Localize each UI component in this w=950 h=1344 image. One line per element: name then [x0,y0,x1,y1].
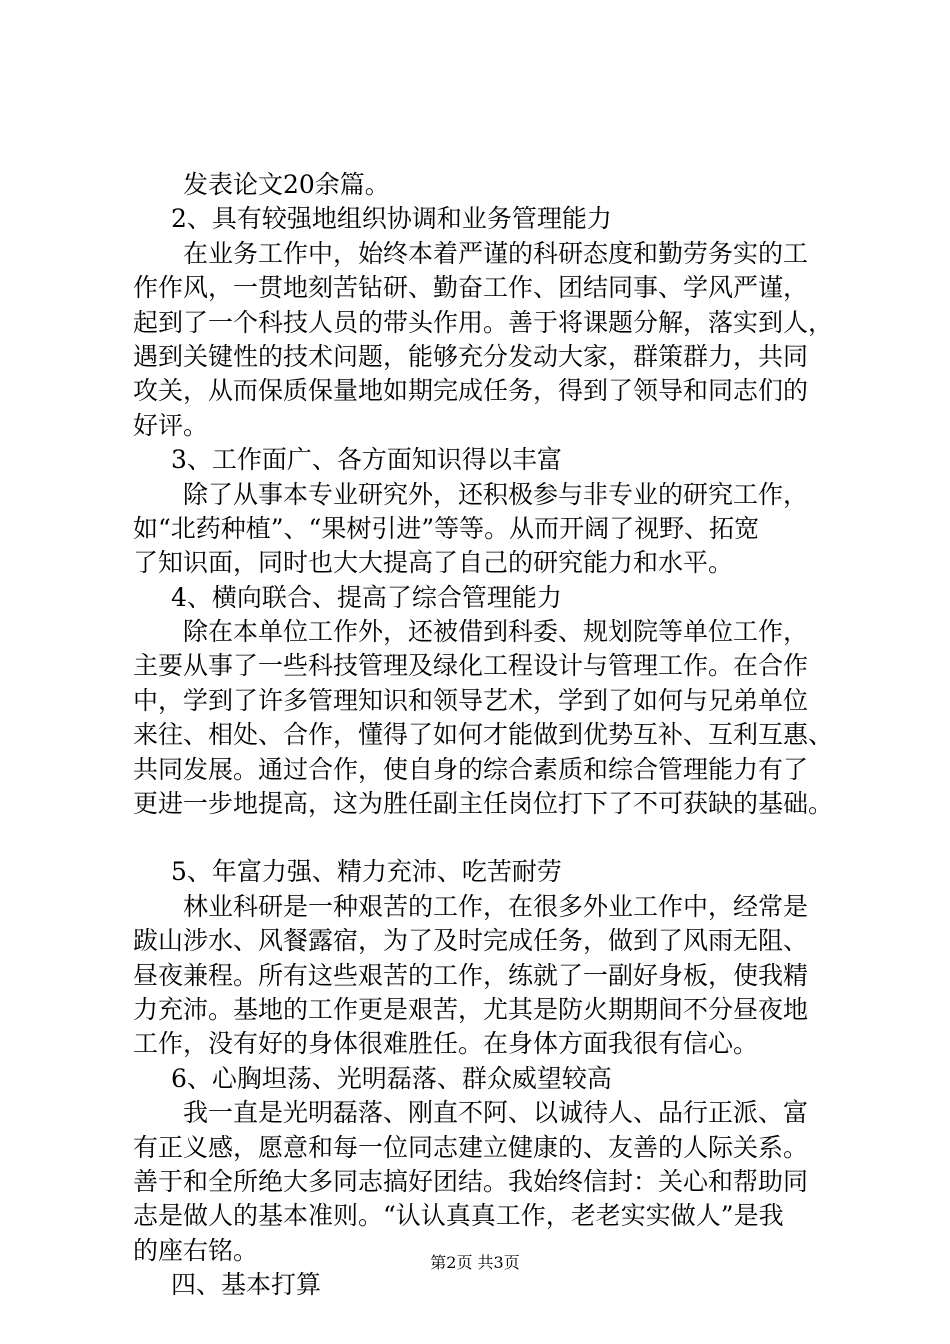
paragraph-gap [133,821,833,855]
text-line: 工作，没有好的身体很难胜任。在身体方面我很有信心。 [133,1029,759,1059]
text-line: 有正义感，愿意和每一位同志建立健康的、友善的人际关系。 [133,1132,809,1162]
text-line: 志是做人的基本准则。“认认真真工作，老老实实做人”是我 [133,1201,784,1231]
section-heading: 2、具有较强地组织协调和业务管理能力 [171,204,612,234]
text-line: 力充沛。基地的工作更是艰苦，尤其是防火期期间不分昼夜地 [133,994,809,1024]
text-line: 作作风，一贯地刻苦钻研、勤奋工作、团结同事、学风严谨， [133,273,809,303]
text-line: 中，学到了许多管理知识和领导艺术，学到了如何与兄弟单位 [133,685,809,715]
text-line: 好评。 [133,410,209,440]
text-line: 共同发展。通过合作，使自身的综合素质和综合管理能力有了 [133,754,809,784]
text-line: 善于和全所绝大多同志搞好团结。我始终信封：关心和帮助同 [133,1166,809,1196]
text-line: 林业科研是一种艰苦的工作，在很多外业工作中，经常是 [183,891,809,921]
section-heading: 四、基本打算 [171,1270,322,1300]
section-heading: 6、心胸坦荡、光明磊落、群众威望较高 [171,1063,612,1093]
text-line: 我一直是光明磊落、刚直不阿、以诚待人、品行正派、富 [183,1098,809,1128]
text-line: 攻关，从而保质保量地如期完成任务，得到了领导和同志们的 [133,376,809,406]
text-line: 昼夜兼程。所有这些艰苦的工作，练就了一副好身板，使我精 [133,960,809,990]
text-line: 除了从事本专业研究外，还积极参与非专业的研究工作， [183,479,809,509]
text-line: 了知识面，同时也大大提高了自己的研究能力和水平。 [133,548,734,578]
text-line: 遇到关键性的技术问题，能够充分发动大家，群策群力，共同 [133,341,809,371]
section-heading: 3、工作面广、各方面知识得以丰富 [171,445,562,475]
section-heading: 4、横向联合、提高了综合管理能力 [171,582,562,612]
text-line: 在业务工作中，始终本着严谨的科研态度和勤劳务实的工 [183,238,809,268]
text-line: 如“北药种植”、“果树引进”等等。从而开阔了视野、拓宽 [133,513,760,543]
page-footer: 第2页 共3页 [430,1253,520,1272]
text-line: 主要从事了一些科技管理及绿化工程设计与管理工作。在合作 [133,651,809,681]
text-line: 发表论文20余篇。 [183,170,390,199]
text-line: 起到了一个科技人员的带头作用。善于将课题分解，落实到人， [133,307,834,337]
text-line: 来往、相处、合作，懂得了如何才能做到优势互补、互利互惠、 [133,720,834,750]
text-line: 更进一步地提高，这为胜任副主任岗位打下了不可获缺的基础。 [133,789,834,819]
text-line: 除在本单位工作外，还被借到科委、规划院等单位工作， [183,617,809,647]
text-line: 的座右铭。 [133,1235,259,1265]
section-heading: 5、年富力强、精力充沛、吃苦耐劳 [171,857,562,887]
document-body [133,168,833,1303]
text-line: 跋山涉水、风餐露宿，为了及时完成任务，做到了风雨无阻、 [133,926,809,956]
